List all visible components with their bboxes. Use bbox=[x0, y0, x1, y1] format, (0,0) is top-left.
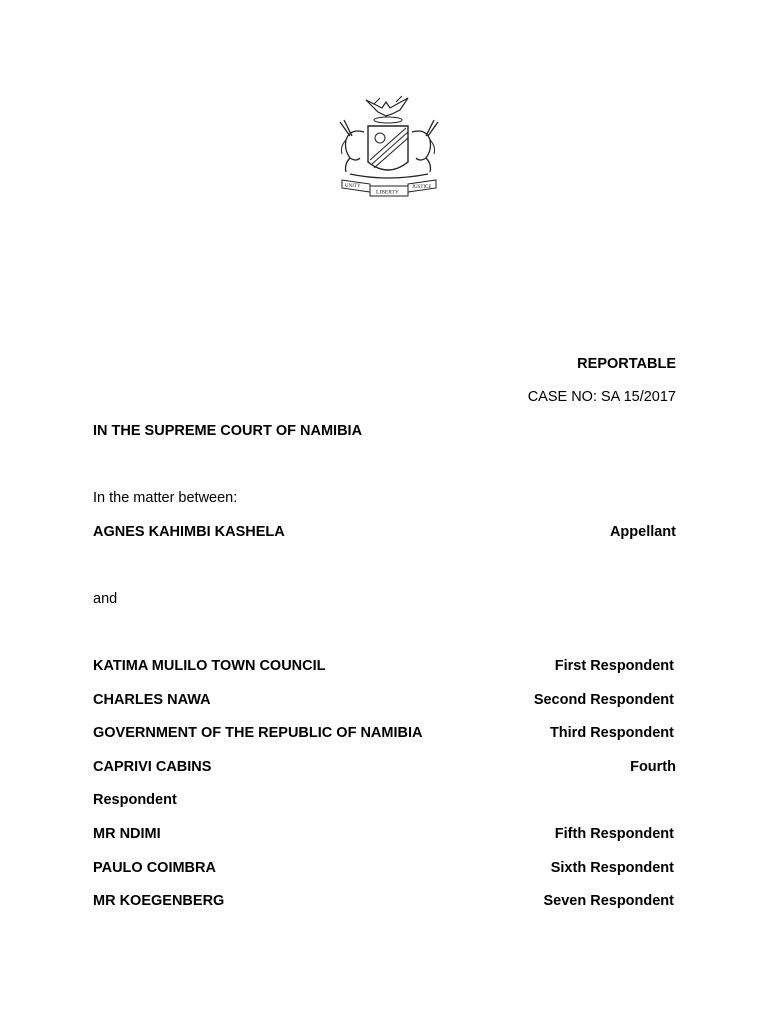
respondent-role: First Respondent bbox=[554, 658, 674, 674]
respondent-role: Seven Respondent bbox=[543, 893, 674, 909]
respondent-role: Fourth bbox=[630, 759, 676, 775]
appellant-name: AGNES KAHIMBI KASHELA bbox=[93, 524, 285, 540]
reportable-label: REPORTABLE bbox=[577, 356, 676, 372]
matter-between-text: In the matter between: bbox=[93, 490, 238, 506]
respondent-name: KATIMA MULILO TOWN COUNCIL bbox=[93, 658, 326, 674]
case-number: CASE NO: SA 15/2017 bbox=[527, 389, 676, 405]
coat-of-arms-icon bbox=[330, 92, 448, 200]
respondent-role: Second Respondent bbox=[533, 692, 674, 708]
respondent-role: Sixth Respondent bbox=[550, 860, 674, 876]
respondent-name: GOVERNMENT OF THE REPUBLIC OF NAMIBIA bbox=[93, 725, 423, 741]
respondent-name: MR KOEGENBERG bbox=[93, 893, 225, 909]
coat-of-arms-emblem bbox=[330, 92, 448, 200]
respondent-role: Fifth Respondent bbox=[554, 826, 674, 842]
respondent-name: MR NDIMI bbox=[93, 826, 161, 842]
respondent-name: PAULO COIMBRA bbox=[93, 860, 216, 876]
respondent-name: CHARLES NAWA bbox=[93, 692, 211, 708]
and-text: and bbox=[93, 591, 118, 607]
court-title: IN THE SUPREME COURT OF NAMIBIA bbox=[93, 423, 363, 439]
svg-text:LIBERTY: LIBERTY bbox=[376, 189, 399, 196]
respondent-role-continuation: Respondent bbox=[93, 792, 177, 808]
respondent-role: Third Respondent bbox=[549, 725, 674, 741]
svg-text:UNITY: UNITY bbox=[345, 184, 361, 189]
respondent-name: CAPRIVI CABINS bbox=[93, 759, 212, 775]
appellant-role: Appellant bbox=[609, 524, 676, 540]
svg-text:JUSTICE: JUSTICE bbox=[412, 185, 432, 190]
